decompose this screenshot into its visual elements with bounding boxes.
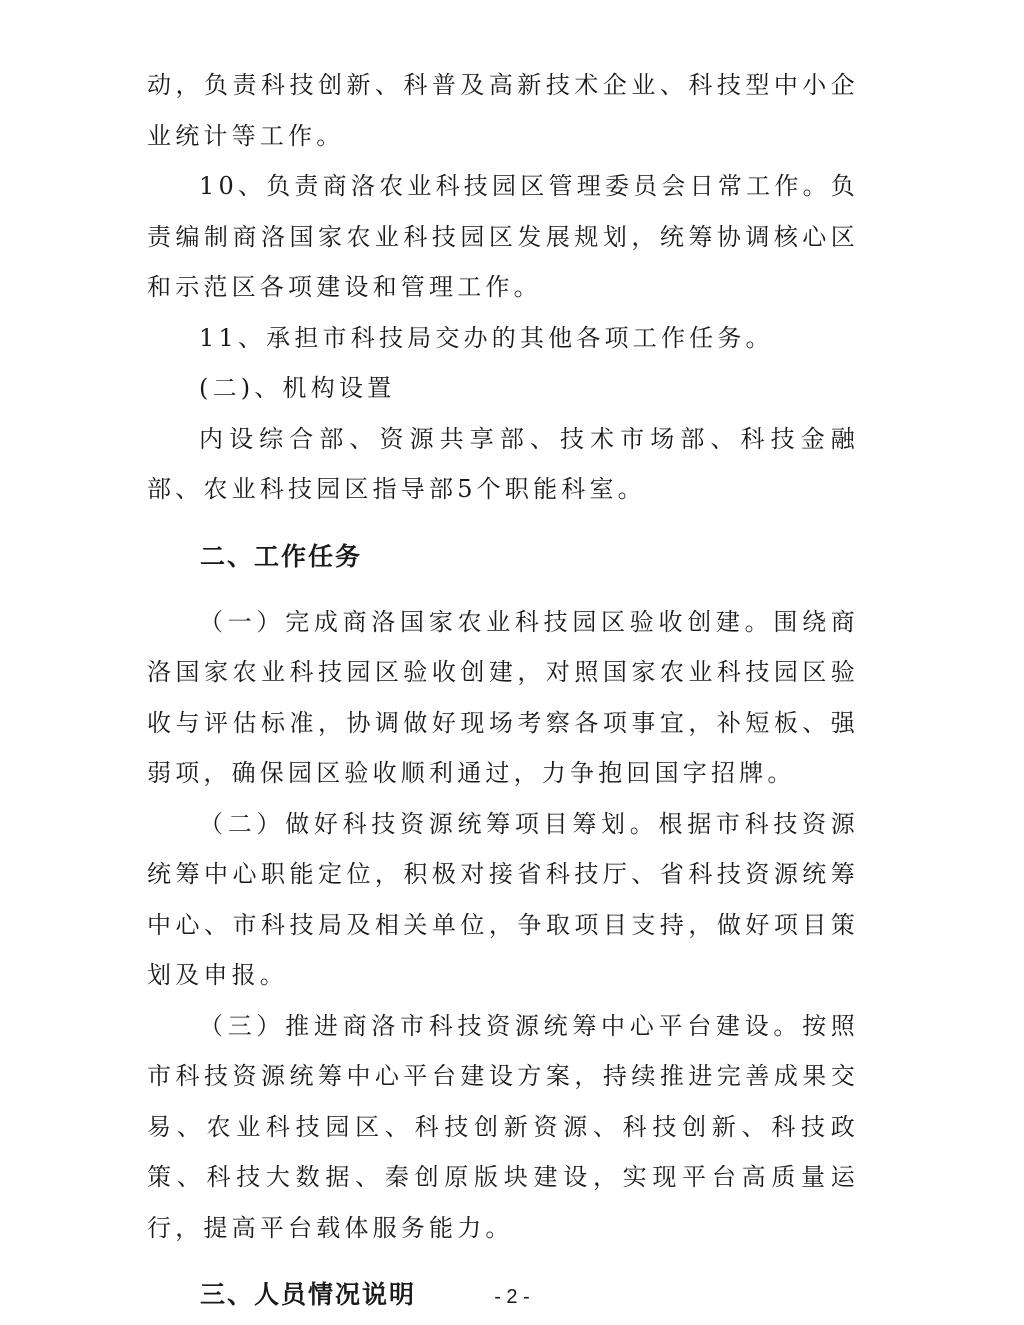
- paragraph-task-1: （一）完成商洛国家农业科技园区验收创建。围绕商洛国家农业科技园区验收创建，对照国家农业科技园区验收与评估标准，协调做好现场考察各项事宜，补短板、强弱项，确保园区验收顺利通过，力争抱回国字招牌。: [147, 607, 859, 787]
- section-heading-work-tasks: 二、工作任务: [200, 541, 363, 571]
- paragraph-task-2: （二）做好科技资源统筹项目筹划。根据市科技资源统筹中心职能定位，积极对接省科技厅、省科技资源统筹中心、市科技局及相关单位，争取项目支持，做好项目策划及申报。: [147, 809, 859, 989]
- paragraph-duty-11: 11、承担市科技局交办的其他各项工作任务。: [199, 323, 774, 352]
- subheading-organization: (二)、机构设置: [199, 374, 396, 402]
- paragraph-duties-continued: 动，负责科技创新、科普及高新技术企业、科技型中小企业统计等工作。: [147, 71, 859, 150]
- paragraph-organization: 内设综合部、资源共享部、技术市场部、科技金融部、农业科技园区指导部5个职能科室。: [147, 424, 859, 503]
- paragraph-task-3: （三）推进商洛市科技资源统筹中心平台建设。按照市科技资源统筹中心平台建设方案，持续推进完善成果交易、农业科技园区、科技创新资源、科技创新、科技政策、科技大数据、秦创原版块建设，实现平台高质量运行，提高平台载体服务能力。: [147, 1011, 859, 1242]
- section-heading-staffing: 三、人员情况说明: [200, 1280, 417, 1309]
- document-page: [147, 60, 859, 1311]
- paragraph-duty-10: 10、负责商洛农业科技园区管理委员会日常工作。负责编制商洛国家农业科技园区发展规划，统筹协调核心区和示范区各项建设和管理工作。: [147, 172, 859, 301]
- page-number: - 2 -: [494, 1286, 530, 1308]
